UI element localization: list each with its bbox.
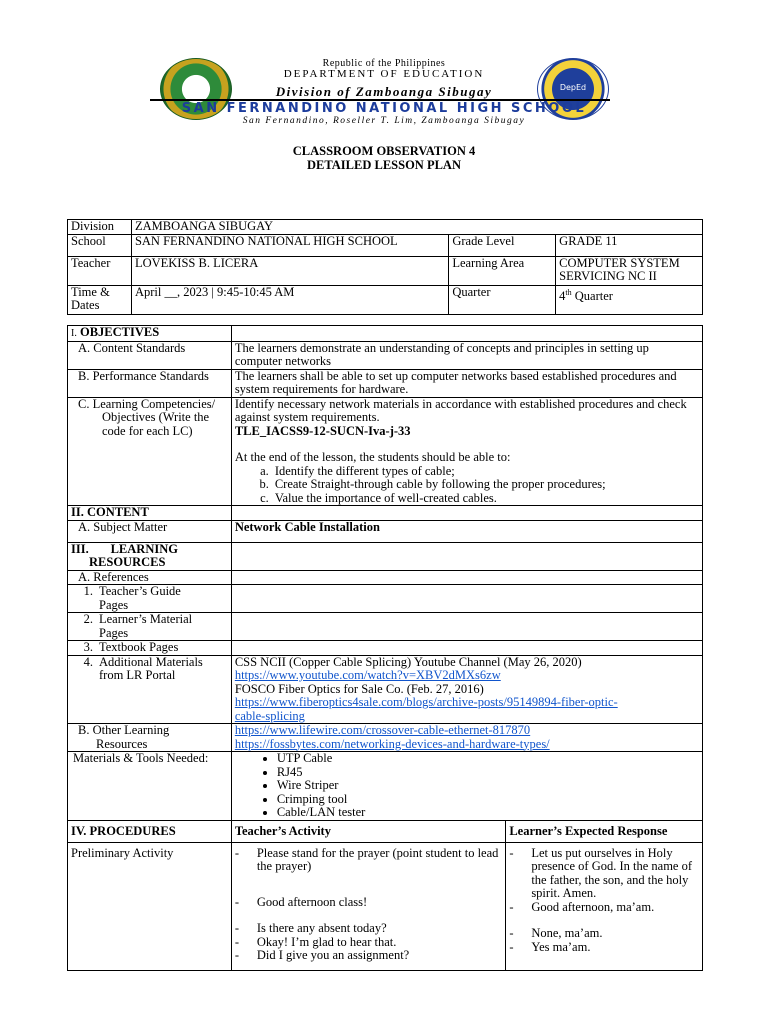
header-address: San Fernandino, Roseller T. Lim, Zamboanga Sibugay [242,116,526,126]
division-value: ZAMBOANGA SIBUGAY [131,220,702,235]
performance-standards-label: B. Performance Standards [68,369,232,397]
other-resources-links [231,724,702,752]
teacher-value: LOVEKISS B. LICERA [131,256,448,285]
content-standards-label: A. Content Standards [68,341,232,369]
division-label: Division [68,220,132,235]
content-standards-text: The learners demonstrate an understanding of concepts and principles in setting up computer networks [231,341,702,369]
fiberoptics-link[interactable]: https://www.fiberoptics4sale.com/blogs/archive-posts/95149894-fiber-optic- cable-splicing [234,695,618,723]
header-republic: Republic of the Philippines [322,58,446,69]
info-table [67,219,703,315]
grade-label: Grade Level [449,234,556,256]
quarter-label: Quarter [449,285,556,314]
doc-subtitle: DETAILED LESSON PLAN [307,158,461,172]
teachers-guide-label: 1. Teacher’s Guide Pages [68,585,232,613]
additional-materials-text: CSS NCII (Copper Cable Splicing) Youtube Channel (May 26, 2020) https://www.youtube.com/watch?v=XBV2dMXs6zw FOSCO Fiber Optics for Sale Co. (Feb. 27, 2016) https://www.fiberoptics4sale.com/blogs/archive-posts/95149894-fiber-optic- cable-splicing [231,655,702,724]
learners-material-label: 2. Learner’s Material Pages [68,613,232,641]
fossbytes-link[interactable]: https://fossbytes.com/networking-devices-and-hardware-types/ [234,736,550,751]
teacher-activity-heading: Teacher’s Activity [231,820,506,842]
textbook-label: 3. Textbook Pages [68,641,232,656]
competencies-text: Identify necessary network materials in accordance with established procedures and check against system requirements. TLE_IACSS9-12-SUCN-Iva-j-33 At the end of the lesson, the students should be able to: a. Identify the different types of cable; b. Create Straight-through cable by following the proper procedures; c. Value the importance of well-created cables. [231,397,702,506]
area-label: Learning Area [449,256,556,285]
time-label: Time & Dates [68,285,132,314]
procedures-heading: IV. PROCEDURES [68,820,232,842]
time-value: April __, 2023 | 9:45-10:45 AM [131,285,448,314]
subject-matter-label: A. Subject Matter [68,520,232,542]
learner-response-heading: Learner’s Expected Response [506,820,703,842]
learner-response-list: - Let us put ourselves in Holy presence of God. In the name of the father, the son, and the holy spirit. Amen. - Good afternoon, ma’am. - None, ma’am. - Yes ma’am. [506,842,703,970]
preliminary-activity-label: Preliminary Activity [68,842,232,970]
header-school-name: SAN FERNANDINO NATIONAL HIGH SCHOOL [181,101,587,116]
objectives-heading: I. OBJECTIVES [68,326,232,342]
grade-value: GRADE 11 [556,234,703,256]
deped-seal-logo: DepEd [537,58,609,120]
other-resources-label: B. Other Learning Resources [68,724,232,752]
teacher-activity-list: - Please stand for the prayer (point student to lead the prayer) - Good afternoon class! - Is there any absent today? - Okay! I’m glad to hear that. - Did I give you an assignment? [231,842,506,970]
materials-label: Materials & Tools Needed: [68,752,232,821]
material-item: • UTP Cable [277,752,699,766]
resources-heading: III. LEARNING RESOURCES [68,542,232,570]
materials-list [231,752,702,821]
header-department: DEPARTMENT OF EDUCATION [283,68,485,80]
material-item: • Wire Striper [277,779,699,793]
area-value: COMPUTER SYSTEM SERVICING NC II [556,256,703,285]
objective-item: c. Value the importance of well-created cables. [260,490,497,505]
material-item: • Cable/LAN tester [277,806,699,820]
school-label: School [68,234,132,256]
competency-code: TLE_IACSS9-12-SUCN-Iva-j-33 [234,423,411,438]
objective-list [235,465,699,506]
competencies-label: C. Learning Competencies/ Objectives (Write the code for each LC) [68,397,232,506]
additional-materials-label: 4. Additional Materials from LR Portal [68,655,232,724]
objective-item: b. Create Straight-through cable by following the proper procedures; [259,477,606,491]
lifewire-link[interactable]: https://www.lifewire.com/crossover-cable-ethernet-817870 [234,723,531,737]
quarter-value: 4th Quarter [556,285,703,314]
objective-item: a. Identify the different types of cable; [260,463,455,478]
youtube-link[interactable]: https://www.youtube.com/watch?v=XBV2dMXs6zw [234,668,501,682]
header-division: Division of Zamboanga Sibugay [275,84,493,99]
content-heading: II. CONTENT [68,506,232,521]
teacher-label: Teacher [68,256,132,285]
school-value: SAN FERNANDINO NATIONAL HIGH SCHOOL [131,234,448,256]
references-label: A. References [68,570,232,585]
lesson-table [67,325,703,971]
material-item: • RJ45 [277,766,699,780]
performance-standards-text: The learners shall be able to set up computer networks based established procedures and system requirements for hardware. [231,369,702,397]
subject-matter-value: Network Cable Installation [231,520,702,542]
doc-title: CLASSROOM OBSERVATION 4 [292,144,476,158]
material-item: • Crimping tool [277,793,699,807]
